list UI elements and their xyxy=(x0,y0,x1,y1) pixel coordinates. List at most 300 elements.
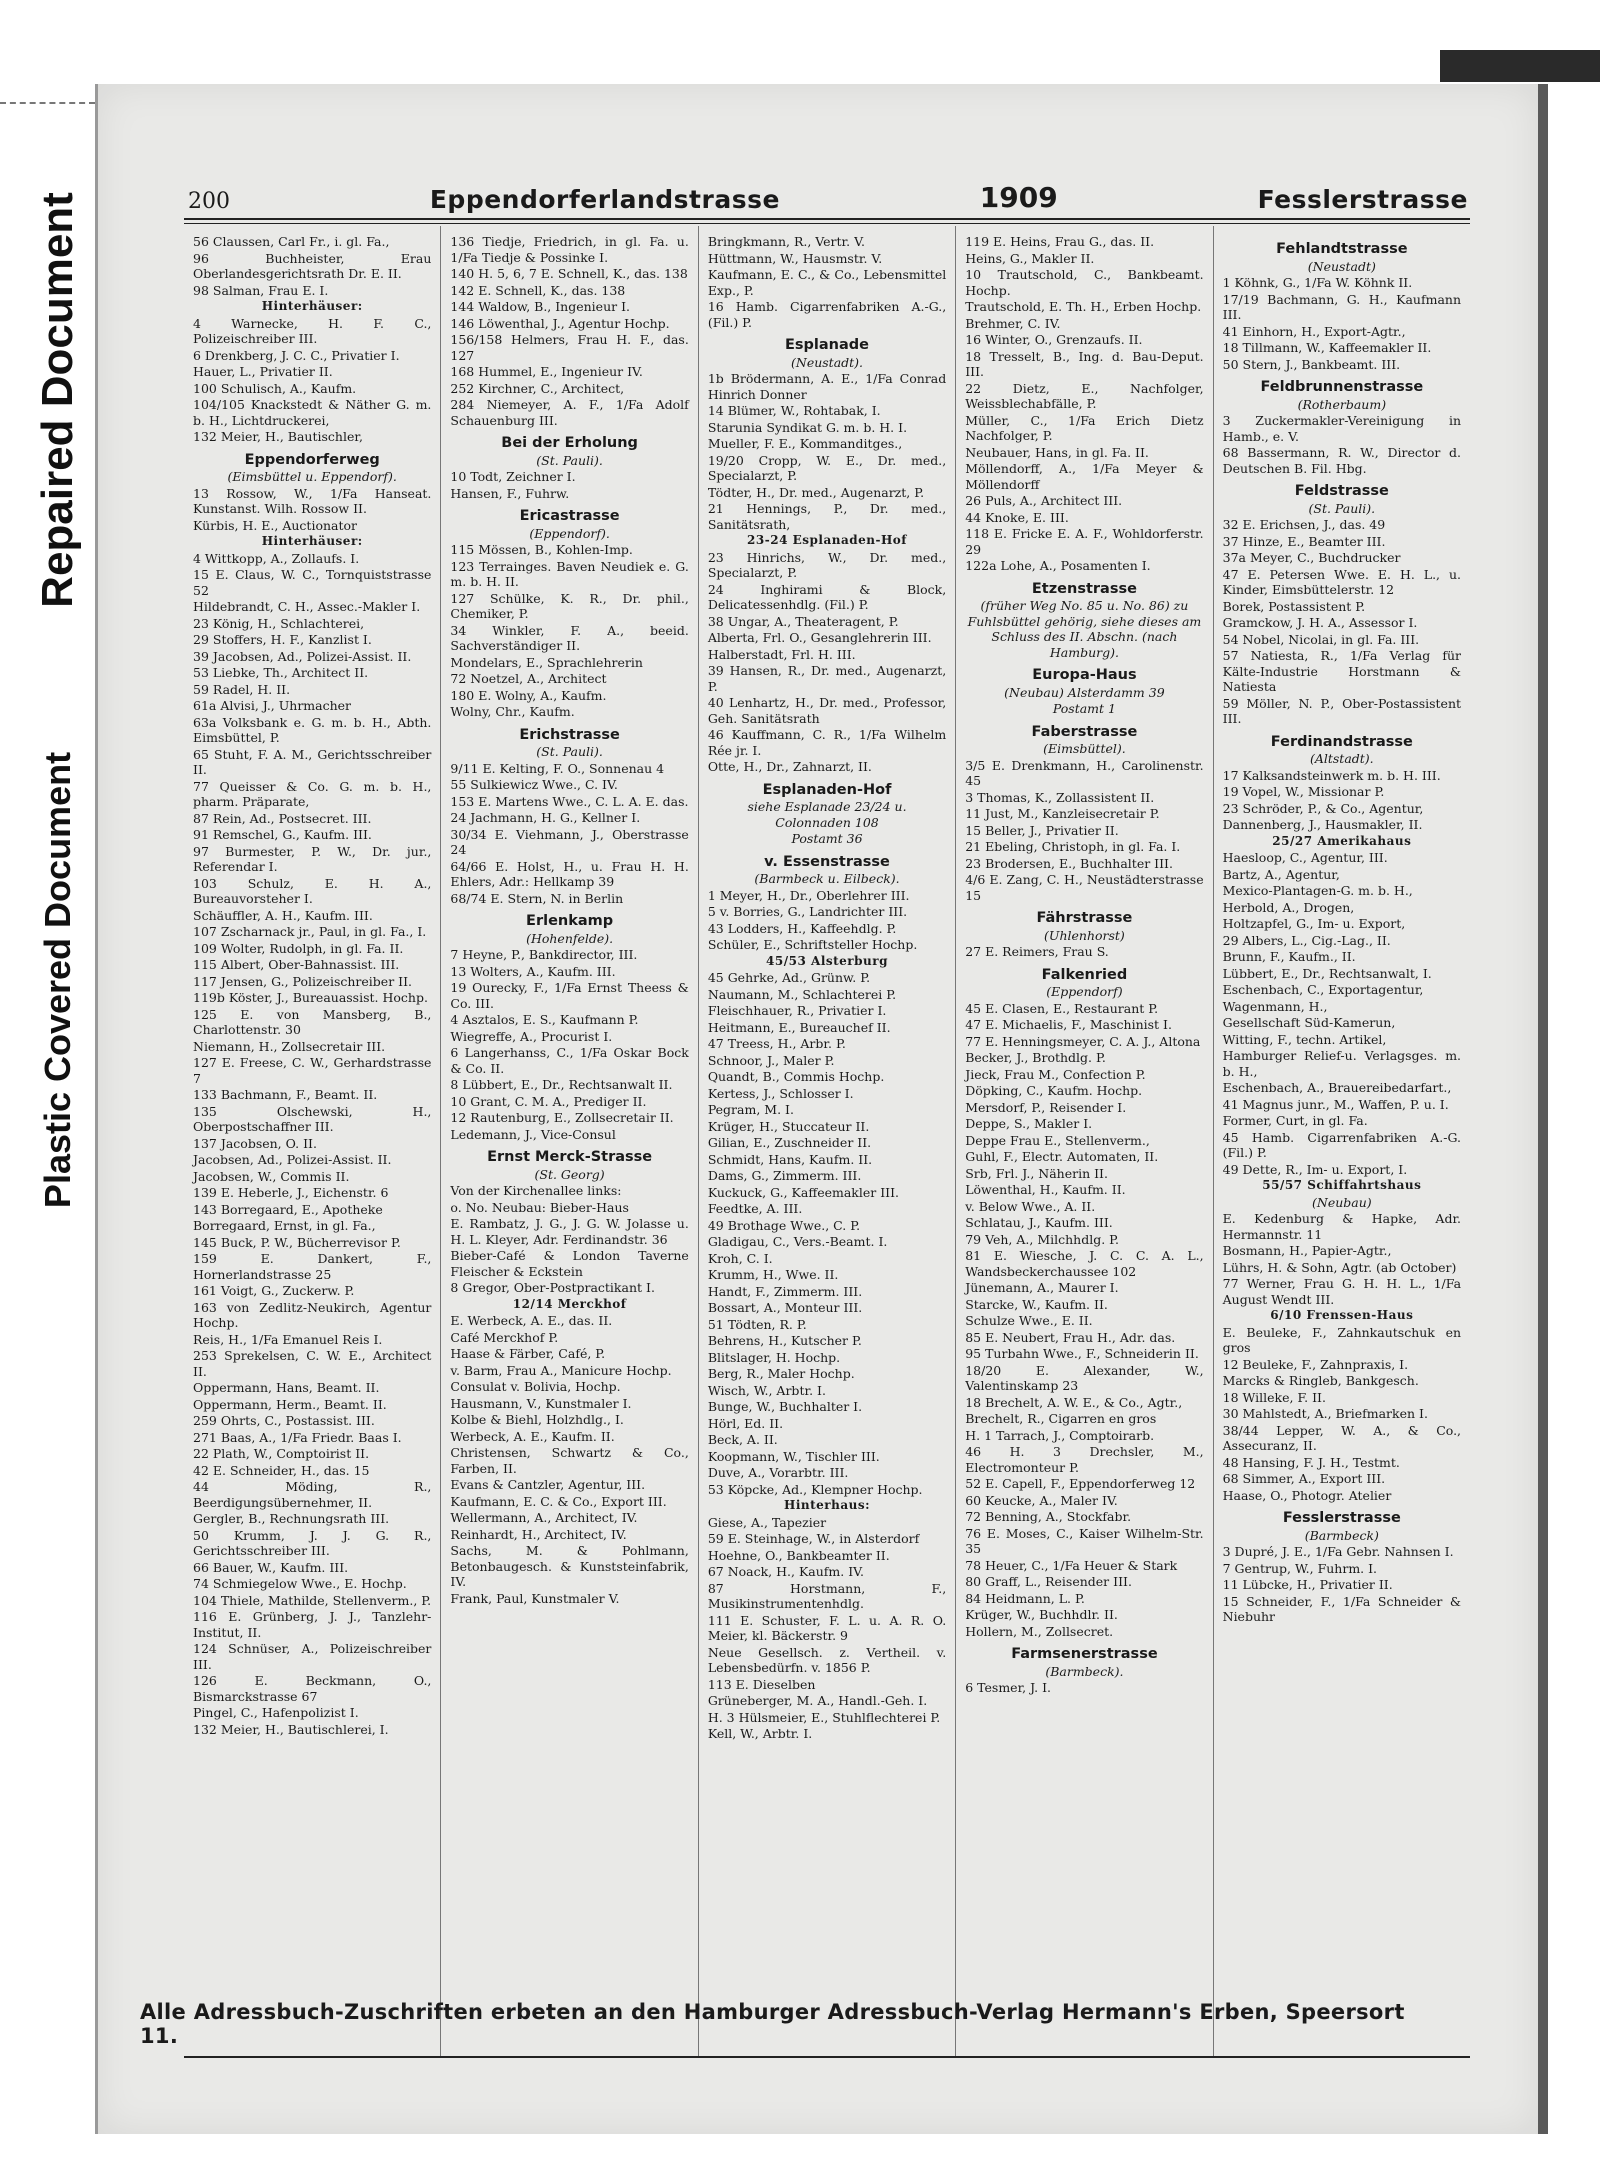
directory-entry: Jacobsen, Ad., Polizei-Assist. II. xyxy=(193,1152,392,1167)
directory-entry: 136 Tiedje, Friedrich, in gl. Fa. u. 1/Fa Tiedje & Possinke I. xyxy=(450,234,689,265)
directory-entry: 27 E. Reimers, Frau S. xyxy=(965,944,1109,959)
directory-entry: 19/20 Cropp, W. E., Dr. med., Specialarzt, P. xyxy=(707,452,947,483)
directory-entry: Beck, A. II. xyxy=(707,1432,778,1447)
directory-entry: Starcke, W., Kaufm. II. xyxy=(965,1296,1108,1312)
section-heading: 55/57 Schiffahrtshaus xyxy=(1262,1178,1422,1192)
directory-entry: 137 Jacobsen, O. II. xyxy=(193,1135,317,1151)
directory-entry: 117 Jensen, G., Polizeischreiber II. xyxy=(193,973,413,989)
directory-entry: 3/5 E. Drenkmann, H., Carolinenstr. 45 xyxy=(965,757,1204,788)
directory-entry: Neubauer, Hans, in gl. Fa. II. xyxy=(965,444,1149,460)
directory-entry: 30 Mahlstedt, A., Briefmarken I. xyxy=(1222,1406,1428,1421)
directory-entry: 30/34 E. Viehmann, J., Oberstrasse 24 xyxy=(450,826,689,857)
page-edge-shadow xyxy=(1440,50,1600,82)
directory-entry: 145 Buck, P. W., Bücherrevisor P. xyxy=(193,1234,401,1250)
directory-entry: Hauer, L., Privatier II. xyxy=(193,364,333,379)
directory-entry: Mersdorf, P., Reisender I. xyxy=(965,1099,1127,1115)
directory-entry: Mondelars, E., Sprachlehrerin xyxy=(450,654,643,670)
street-district: (Rotherbaum) xyxy=(1297,396,1387,412)
street-district: (St. Pauli). xyxy=(536,744,603,759)
directory-entry: Bringkmann, R., Vertr. V. xyxy=(707,234,865,249)
directory-entry: 67 Noack, H., Kaufm. IV. xyxy=(707,1564,864,1579)
street-heading: Esplanade xyxy=(785,337,870,353)
directory-entry: 43 Lodders, H., Kaffeehdlg. P. xyxy=(707,920,897,936)
directory-entry: Niemann, H., Zollsecretair III. xyxy=(193,1038,386,1054)
directory-entry: Heins, G., Makler II. xyxy=(965,250,1095,266)
directory-entry: 127 E. Freese, C. W., Gerhardstrasse 7 xyxy=(193,1055,432,1086)
directory-entry: 125 E. von Mansberg, B., Charlottenstr. 30 xyxy=(193,1006,432,1037)
street-heading: Faberstrasse xyxy=(1031,723,1138,740)
directory-entry: Witting, F., techn. Artikel, xyxy=(1222,1031,1387,1047)
directory-entry: Hoehne, O., Bankbeamter II. xyxy=(707,1547,890,1563)
directory-entry: 19 Ourecky, F., 1/Fa Ernst Theess & Co. III. xyxy=(450,980,689,1011)
street-district: Postamt 1 xyxy=(1052,701,1116,716)
directory-entry: 24 Inghirami & Block, Delicatessenhdlg. (Fil.) P. xyxy=(707,581,947,612)
directory-entry: Eschenbach, A., Brauereibedarfart., xyxy=(1222,1080,1452,1095)
directory-entry: 98 Salman, Frau E. I. xyxy=(193,282,329,298)
directory-entry: Oppermann, Hans, Beamt. II. xyxy=(193,1380,380,1395)
directory-entry: 29 Stoffers, H. F., Kanzlist I. xyxy=(193,632,372,647)
directory-entry: 180 E. Wolny, A., Kaufm. xyxy=(450,687,607,703)
directory-entry: Ledemann, J., Vice-Consul xyxy=(450,1126,616,1142)
directory-entry: 72 Noetzel, A., Architect xyxy=(450,671,607,686)
directory-entry: Pegram, M. I. xyxy=(707,1102,794,1117)
directory-entry: o. No. Neubau: Bieber-Haus xyxy=(450,1199,629,1215)
plastic-covered-text: Plastic Covered Document xyxy=(37,751,79,1209)
directory-entry: 47 E. Petersen Wwe. E. H. L., u. Kinder, Eimsbüttelerstr. 12 xyxy=(1222,566,1462,597)
directory-entry: 159 E. Dankert, F., Hornerlandstrasse 25 xyxy=(193,1251,432,1282)
directory-entry: 46 H. 3 Drechsler, M., Electromonteur P. xyxy=(965,1444,1204,1475)
street-district: (Neustadt) xyxy=(1307,258,1376,274)
directory-entry: Lührs, H. & Sohn, Agtr. (ab October) xyxy=(1222,1259,1457,1275)
directory-entry: 32 E. Erichsen, J., das. 49 xyxy=(1222,517,1386,532)
directory-entry: 77 Werner, Frau G. H. H. L., 1/Fa August Wendt III. xyxy=(1222,1276,1462,1307)
directory-entry: Haase, O., Photogr. Atelier xyxy=(1222,1487,1392,1503)
street-district: (Altstadt). xyxy=(1309,751,1374,766)
street-heading: v. Essenstrasse xyxy=(764,853,890,870)
directory-entry: Evans & Cantzler, Agentur, III. xyxy=(450,1477,646,1492)
directory-entry: Consulat v. Bolivia, Hochp. xyxy=(450,1379,621,1394)
directory-entry: Halberstadt, Frl. H. III. xyxy=(707,646,856,662)
directory-entry: 4 Wittkopp, A., Zollaufs. I. xyxy=(193,550,360,566)
directory-entry: 1b Brödermann, A. E., 1/Fa Conrad Hinrich Donner xyxy=(707,371,947,402)
directory-entry: 4 Asztalos, E. S., Kaufmann P. xyxy=(450,1012,639,1027)
directory-entry: 163 von Zedlitz-Neukirch, Agentur Hochp. xyxy=(193,1299,432,1330)
directory-entry: Hüttmann, W., Hausmstr. V. xyxy=(707,250,883,266)
directory-entry: 65 Stuht, F. A. M., Gerichtsschreiber II. xyxy=(193,746,432,777)
directory-entry: 3 Thomas, K., Zollassistent II. xyxy=(965,789,1155,805)
directory-entry: 21 Ebeling, Christoph, in gl. Fa. I. xyxy=(965,839,1181,854)
directory-entry: 22 Plath, W., Comptoirist II. xyxy=(193,1446,370,1461)
directory-entry: 48 Hansing, F. J. H., Testmt. xyxy=(1222,1454,1400,1470)
footer-notice: Alle Adressbuch-Zuschriften erbeten an den Hamburger Adressbuch-Verlag Hermann's Erben, Speersort 11. xyxy=(140,2000,1405,2048)
directory-entry: 52 E. Capell, F., Eppendorferweg 12 xyxy=(965,1476,1196,1491)
directory-entry: 49 Dette, R., Im- u. Export, I. xyxy=(1222,1161,1408,1177)
directory-entry: Koopmann, W., Tischler III. xyxy=(707,1448,880,1464)
directory-entry: 132 Meier, H., Bautischler, xyxy=(193,429,363,444)
directory-entry: 87 Horstmann, F., Musikinstrumentenhdlg. xyxy=(707,1580,947,1611)
directory-entry: 17 Kalksandsteinwerk m. b. H. III. xyxy=(1222,767,1441,783)
directory-entry: Kell, W., Arbtr. I. xyxy=(707,1726,813,1741)
directory-entry: 81 E. Wiesche, J. C. C. A. L., Wandsbeckerchaussee 102 xyxy=(965,1248,1204,1279)
directory-entry: Löwenthal, H., Kaufm. II. xyxy=(965,1182,1126,1197)
directory-entry: 34 Winkler, F. A., beeid. Sachverständiger II. xyxy=(450,622,689,653)
directory-entry: 72 Benning, A., Stockfabr. xyxy=(965,1509,1132,1524)
street-district: (Neustadt). xyxy=(791,354,864,370)
directory-entry: 18 Tresselt, B., Ing. d. Bau-Deput. III. xyxy=(965,348,1204,379)
directory-entry: 153 E. Martens Wwe., C. L. A. E. das. xyxy=(450,793,689,809)
directory-entry: 97 Burmester, P. W., Dr. jur., Referendar I. xyxy=(193,843,432,874)
right-street-title: Fesslerstrasse xyxy=(1257,185,1468,214)
directory-entry: 54 Nobel, Nicolai, in gl. Fa. III. xyxy=(1222,631,1420,647)
directory-entry: 140 H. 5, 6, 7 E. Schnell, K., das. 138 xyxy=(450,266,688,281)
street-district: (Neubau) Alsterdamm 39 xyxy=(1004,684,1165,700)
directory-entry: 6 Langerhanss, C., 1/Fa Oskar Bock & Co. II. xyxy=(450,1045,689,1076)
directory-entry: 132 Meier, H., Bautischlerei, I. xyxy=(193,1721,389,1737)
directory-entry: 103 Schulz, E. H. A., Bureauvorsteher I. xyxy=(193,875,432,906)
directory-entry: 59 E. Steinhage, W., in Alsterdorf xyxy=(707,1531,920,1546)
directory-entry: 68/74 E. Stern, N. in Berlin xyxy=(450,890,624,906)
directory-entry: Reis, H., 1/Fa Emanuel Reis I. xyxy=(193,1331,383,1347)
directory-entry: Giese, A., Tapezier xyxy=(707,1514,827,1530)
directory-entry: Bieber-Café & London Taverne Fleischer & Eckstein xyxy=(450,1248,689,1279)
directory-entry: Möllendorff, A., 1/Fa Meyer & Möllendorff xyxy=(965,461,1204,492)
street-district: (Uhlenhorst) xyxy=(1044,927,1125,943)
street-district: (Eimsbüttel u. Eppendorf). xyxy=(227,469,397,484)
directory-entry: 91 Remschel, G., Kaufm. III. xyxy=(193,827,372,842)
directory-entry: 8 Gregor, Ober-Postpractikant I. xyxy=(450,1280,655,1295)
directory-entry: 3 Zuckermakler-Vereinigung in Hamb., e. V. xyxy=(1222,413,1462,444)
section-heading: Hinterhäuser: xyxy=(261,534,363,548)
directory-entry: Jieck, Frau M., Confection P. xyxy=(965,1066,1146,1082)
directory-entry: 12 Beuleke, F., Zahnpraxis, I. xyxy=(1222,1356,1409,1372)
directory-entry: Jacobsen, W., Commis II. xyxy=(193,1168,350,1184)
directory-entry: Naumann, M., Schlachterei P. xyxy=(707,986,897,1002)
directory-entry: 18 Willeke, F. II. xyxy=(1222,1389,1326,1405)
directory-entry: E. Kedenburg & Hapke, Adr. Hermannstr. 11 xyxy=(1222,1211,1462,1242)
directory-entry: 113 E. Dieselben xyxy=(707,1676,816,1692)
directory-entry: Gilian, E., Zuschneider II. xyxy=(707,1135,872,1150)
directory-entry: 53 Liebke, Th., Architect II. xyxy=(193,665,369,680)
directory-entry: Lübbert, E., Dr., Rechtsanwalt, I. xyxy=(1222,965,1432,981)
directory-entry: 26 Puls, A., Architect III. xyxy=(965,493,1123,508)
directory-entry: 47 Treess, H., Arbr. P. xyxy=(707,1036,846,1051)
directory-entry: 15 E. Claus, W. C., Tornquiststrasse 52 xyxy=(193,567,432,598)
year: 1909 xyxy=(979,181,1058,214)
directory-entry: 14 Blümer, W., Rohtabak, I. xyxy=(707,403,881,418)
directory-entry: 84 Heidmann, L. P. xyxy=(965,1590,1085,1606)
directory-entry: 57 Natiesta, R., 1/Fa Verlag für Kälte-Industrie Horstmann & Natiesta xyxy=(1222,648,1462,694)
directory-entry: Hansen, F., Fuhrw. xyxy=(450,485,570,501)
street-heading: Fährstrasse xyxy=(1036,910,1133,926)
street-heading: Fehlandtstrasse xyxy=(1276,241,1408,257)
column-2 xyxy=(441,226,698,2056)
directory-entry: 7 Heyne, P., Bankdirector, III. xyxy=(450,947,638,962)
directory-entry: 104 Thiele, Mathilde, Stellenverm., P. xyxy=(193,1592,432,1608)
street-heading: Bei der Erholung xyxy=(501,435,638,451)
directory-entry: 5 v. Borries, G., Landrichter III. xyxy=(707,904,908,919)
column-5 xyxy=(1214,226,1470,2056)
directory-entry: Wagenmann, H., xyxy=(1222,998,1328,1014)
street-district: (St. Pauli). xyxy=(536,452,603,468)
directory-entry: 37 Hinze, E., Beamter III. xyxy=(1222,533,1386,549)
directory-entry: Hausmann, V., Kunstmaler I. xyxy=(450,1395,632,1411)
directory-entry: 17/19 Bachmann, G. H., Kaufmann III. xyxy=(1222,291,1462,322)
directory-entry: 39 Hansen, R., Dr. med., Augenarzt, P. xyxy=(707,663,947,694)
directory-entry: 122a Lohe, A., Posamenten I. xyxy=(965,558,1151,573)
street-district: siehe Esplanade 23/24 u. Colonnaden 108 xyxy=(747,799,907,830)
directory-entry: 161 Voigt, G., Zuckerw. P. xyxy=(193,1283,355,1298)
directory-entry: 133 Bachmann, F., Beamt. II. xyxy=(193,1087,378,1102)
directory-entry: Kertess, J., Schlosser I. xyxy=(707,1085,854,1101)
directory-entry: Wiegreffe, A., Procurist I. xyxy=(450,1028,613,1044)
directory-entry: Schmidt, Hans, Kaufm. II. xyxy=(707,1151,873,1167)
directory-entry: Oppermann, Herm., Beamt. II. xyxy=(193,1396,387,1412)
directory-entry: Trautschold, E. Th. H., Erben Hochp. xyxy=(965,299,1202,314)
directory-entry: Tödter, H., Dr. med., Augenarzt, P. xyxy=(707,484,925,500)
directory-entry: Blitslager, H. Hochp. xyxy=(707,1349,841,1365)
directory-entry: Gesellschaft Süd-Kamerun, xyxy=(1222,1015,1396,1030)
directory-entry: 77 E. Henningsmeyer, C. A. J., Altona xyxy=(965,1033,1201,1049)
footer-rule xyxy=(184,2056,1470,2058)
directory-entry: 127 Schülke, K. R., Dr. phil., Chemiker, P. xyxy=(450,590,689,621)
directory-entry: 271 Baas, A., 1/Fa Friedr. Baas I. xyxy=(193,1429,402,1445)
directory-entry: Schäuffler, A. H., Kaufm. III. xyxy=(193,907,373,923)
directory-entry: Werbeck, A. E., Kaufm. II. xyxy=(450,1428,615,1444)
directory-entry: 142 E. Schnell, K., das. 138 xyxy=(450,282,626,298)
directory-entry: 111 E. Schuster, F. L. u. A. R. O. Meier, kl. Bäckerstr. 9 xyxy=(707,1612,947,1643)
directory-entry: 23 Schröder, P., & Co., Agentur, xyxy=(1222,800,1424,816)
directory-entry: Behrens, H., Kutscher P. xyxy=(707,1333,862,1348)
directory-entry: 37a Meyer, C., Buchdrucker xyxy=(1222,550,1401,565)
street-heading: Feldbrunnenstrasse xyxy=(1260,379,1424,395)
directory-entry: 109 Wolter, Rudolph, in gl. Fa. II. xyxy=(193,940,404,956)
directory-entry: Starunia Syndikat G. m. b. H. I. xyxy=(707,419,908,435)
directory-entry: Bunge, W., Buchhalter I. xyxy=(707,1399,863,1414)
directory-entry: 8 Lübbert, E., Dr., Rechtsanwalt II. xyxy=(450,1077,673,1092)
street-heading: Fesslerstrasse xyxy=(1282,1510,1401,1526)
directory-entry: 116 E. Grünberg, J. J., Tanzlehr-Institut, II. xyxy=(193,1609,432,1640)
street-heading: Europa-Haus xyxy=(1032,667,1137,683)
header-rule-thin xyxy=(184,223,1470,224)
column-4 xyxy=(956,226,1213,2056)
directory-entry: Deppe Frau E., Stellenverm., xyxy=(965,1132,1150,1148)
directory-entry: Müller, C., 1/Fa Erich Dietz Nachfolger, P. xyxy=(965,412,1204,443)
street-heading: Esplanaden-Hof xyxy=(762,781,892,798)
street-district: (früher Weg No. 85 u. No. 86) zu Fuhlsbüttel gehörig, siehe dieses am Schluss des II. Abschn. (nach Hamburg). xyxy=(967,598,1202,660)
directory-entry: 100 Schulisch, A., Kaufm. xyxy=(193,380,357,396)
street-district: (Hohenfelde). xyxy=(526,930,614,946)
directory-entry: Haase & Färber, Café, P. xyxy=(450,1346,606,1361)
directory-entry: 1 Köhnk, G., 1/Fa W. Köhnk II. xyxy=(1222,275,1413,290)
directory-entry: 4 Warnecke, H. F. C., Polizeischreiber III. xyxy=(193,315,432,346)
directory-entry: 76 E. Moses, C., Kaiser Wilhelm-Str. 35 xyxy=(965,1525,1204,1556)
section-heading: Hinterhäuser: xyxy=(261,299,363,313)
directory-entry: 119 E. Heins, Frau G., das. II. xyxy=(965,234,1155,249)
directory-entry: Schüler, E., Schriftsteller Hochp. xyxy=(707,937,918,952)
page-header xyxy=(188,174,1468,214)
column-3 xyxy=(699,226,956,2056)
street-heading: Falkenried xyxy=(1041,966,1128,983)
page-number: 200 xyxy=(188,189,230,214)
directory-entry: E. Beuleke, F., Zahnkautschuk en gros xyxy=(1222,1324,1462,1355)
directory-entry: Kaufmann, E. C. & Co., Export III. xyxy=(450,1493,667,1509)
directory-entry: Alberta, Frl. O., Gesanglehrerin III. xyxy=(707,630,932,645)
directory-entry: 259 Ohrts, C., Postassist. III. xyxy=(193,1413,375,1428)
directory-entry: H. 1 Tarrach, J., Comptoirarb. xyxy=(965,1427,1155,1443)
directory-entry: Kolbe & Biehl, Holzhdlg., I. xyxy=(450,1412,624,1427)
directory-entry: Handt, F., Zimmerm. III. xyxy=(707,1283,863,1299)
directory-entry: Gramckow, J. H. A., Assessor I. xyxy=(1222,615,1418,630)
directory-entry: Wolny, Chr., Kaufm. xyxy=(450,704,575,719)
directory-entry: 144 Waldow, B., Ingenieur I. xyxy=(450,299,630,314)
directory-entry: Borregaard, Ernst, in gl. Fa., xyxy=(193,1218,376,1233)
directory-entry: Borek, Postassistent P. xyxy=(1222,598,1366,614)
directory-entry: Brehmer, C. IV. xyxy=(965,315,1061,331)
directory-entry: Brechelt, R., Cigarren en gros xyxy=(965,1411,1157,1426)
directory-entry: 252 Kirchner, C., Architect, xyxy=(450,380,625,396)
street-district: (St. Pauli). xyxy=(1308,500,1376,516)
directory-entry: 168 Hummel, E., Ingenieur IV. xyxy=(450,364,643,379)
street-heading: Ericastrasse xyxy=(519,508,620,524)
directory-entry: E. Rambatz, J. G., J. G. W. Jolasse u. H. L. Kleyer, Adr. Ferdinandstr. 36 xyxy=(450,1216,689,1247)
directory-entry: 119b Köster, J., Bureauassist. Hochp. xyxy=(193,990,428,1005)
directory-entry: Schlatau, J., Kaufm. III. xyxy=(965,1215,1113,1230)
directory-entry: 115 Mössen, B., Kohlen-Imp. xyxy=(450,542,633,557)
plastic-covered-label xyxy=(8,700,108,1260)
directory-entry: Frank, Paul, Kunstmaler V. xyxy=(450,1590,620,1606)
directory-entry: 42 E. Schneider, H., das. 15 xyxy=(193,1462,370,1478)
directory-entry: 55 Sulkiewicz Wwe., C. IV. xyxy=(450,777,618,792)
directory-entry: Holtzapfel, G., Im- u. Export, xyxy=(1222,916,1406,931)
directory-entry: H. 3 Hülsmeier, E., Stuhlflechterei P. xyxy=(707,1709,941,1725)
directory-entry: 21 Hennings, P., Dr. med., Sanitätsrath, xyxy=(707,501,947,532)
directory-entry: 38 Ungar, A., Theateragent, P. xyxy=(707,613,899,629)
street-heading: Ferdinandstrasse xyxy=(1270,733,1413,750)
directory-entry: 15 Schneider, F., 1/Fa Schneider & Niebuhr xyxy=(1222,1593,1462,1624)
directory-entry: Hörl, Ed. II. xyxy=(707,1415,784,1431)
directory-entry: Kuckuck, G., Kaffeemakler III. xyxy=(707,1184,900,1200)
directory-entry: 19 Vopel, W., Missionar P. xyxy=(1222,784,1385,799)
directory-entry: 41 Einhorn, H., Export-Agtr., xyxy=(1222,323,1406,339)
directory-entry: 96 Buchheister, Erau Oberlandesgerichtsrath Dr. E. II. xyxy=(193,250,432,281)
directory-entry: Krüger, H., Stuccateur II. xyxy=(707,1118,870,1134)
directory-entry: 4/6 E. Zang, C. H., Neustädterstrasse 15 xyxy=(965,872,1204,903)
directory-entry: 68 Bassermann, R. W., Director d. Deutschen B. Fil. Hbg. xyxy=(1222,445,1462,476)
directory-entry: Hildebrandt, C. H., Assec.-Makler I. xyxy=(193,599,421,614)
directory-entry: 78 Heuer, C., 1/Fa Heuer & Stark xyxy=(965,1557,1178,1573)
directory-entry: 44 Knoke, E. III. xyxy=(965,509,1069,525)
section-heading: 12/14 Merckhof xyxy=(512,1296,627,1311)
directory-entry: 1 Meyer, H., Dr., Oberlehrer III. xyxy=(707,887,910,903)
directory-entry: 23 Hinrichs, W., Dr. med., Specialarzt, P. xyxy=(707,549,947,580)
directory-entry: 79 Veh, A., Milchhdlg. P. xyxy=(965,1231,1120,1247)
directory-entry: 40 Lenhartz, H., Dr. med., Professor, Geh. Sanitätsrath xyxy=(707,695,947,726)
directory-entry: Srb, Frl. J., Näherin II. xyxy=(965,1165,1108,1181)
directory-entry: Café Merckhof P. xyxy=(450,1329,559,1345)
directory-entry: Haesloop, C., Agentur, III. xyxy=(1222,850,1388,865)
directory-entry: 104/105 Knackstedt & Näther G. m. b. H., Lichtdruckerei, xyxy=(193,397,432,428)
directory-entry: Quandt, B., Commis Hochp. xyxy=(707,1069,885,1084)
street-heading: Farmsenerstrasse xyxy=(1011,1646,1158,1662)
street-district: (St. Georg) xyxy=(534,1166,605,1182)
directory-entry: 77 Queisser & Co. G. m. b. H., pharm. Präparate, xyxy=(193,778,432,809)
directory-entry: 87 Rein, Ad., Postsecret. III. xyxy=(193,810,372,826)
section-heading: 25/27 Amerikahaus xyxy=(1272,833,1412,848)
column-1 xyxy=(184,226,441,2056)
directory-entry: Deppe, S., Makler I. xyxy=(965,1116,1093,1131)
directory-entry: 6 Tesmer, J. I. xyxy=(965,1680,1052,1695)
directory-entry: 50 Krumm, J. J. G. R., Gerichtsschreiber III. xyxy=(193,1527,432,1558)
directory-entry: Christensen, Schwartz & Co., Farben, II. xyxy=(450,1445,689,1476)
street-heading: Feldstrasse xyxy=(1294,483,1389,499)
directory-entry: Wisch, W., Arbtr. I. xyxy=(707,1382,826,1398)
directory-entry: 284 Niemeyer, A. F., 1/Fa Adolf Schauenburg III. xyxy=(450,397,689,428)
directory-entry: 146 Löwenthal, J., Agentur Hochp. xyxy=(450,315,670,331)
directory-entry: 115 Albert, Ober-Bahnassist. III. xyxy=(193,957,400,972)
directory-entry: 18/20 E. Alexander, W., Valentinskamp 23 xyxy=(965,1362,1204,1393)
directory-entry: Gladigau, C., Vers.-Beamt. I. xyxy=(707,1234,888,1249)
directory-entry: 9/11 E. Kelting, F. O., Sonnenau 4 xyxy=(450,760,665,776)
directory-entry: Brunn, F., Kaufm., II. xyxy=(1222,949,1356,964)
directory-entry: 10 Todt, Zeichner I. xyxy=(450,469,576,484)
directory-entry: 59 Radel, H. II. xyxy=(193,681,291,697)
directory-entry: Former, Curt, in gl. Fa. xyxy=(1222,1113,1368,1128)
directory-entry: 253 Sprekelsen, C. W. E., Architect II. xyxy=(193,1348,432,1379)
directory-entry: 13 Wolters, A., Kaufm. III. xyxy=(450,963,616,979)
directory-entry: 49 Brothage Wwe., C. P. xyxy=(707,1217,861,1233)
directory-entry: Schulze Wwe., E. II. xyxy=(965,1313,1093,1328)
street-district: Postamt 36 xyxy=(791,831,863,846)
street-district: (Eppendorf) xyxy=(1046,984,1123,999)
directory-entry: E. Werbeck, A. E., das. II. xyxy=(450,1313,613,1328)
directory-entry: 85 E. Neubert, Frau H., Adr. das. xyxy=(965,1329,1176,1345)
directory-entry: Feedtke, A. III. xyxy=(707,1201,803,1216)
directory-entry: 10 Trautschold, C., Bankbeamt. Hochp. xyxy=(965,267,1204,298)
directory-entry: 50 Stern, J., Bankbeamt. III. xyxy=(1222,356,1401,372)
directory-entry: Gergler, B., Rechnungsrath III. xyxy=(193,1511,390,1526)
directory-entry: Bossart, A., Monteur III. xyxy=(707,1300,863,1315)
street-heading: Etzenstrasse xyxy=(1031,580,1137,597)
directory-entry: 123 Terrainges. Baven Neudiek e. G. m. b. H. II. xyxy=(450,558,689,589)
directory-entry: 47 E. Michaelis, F., Maschinist I. xyxy=(965,1017,1172,1032)
directory-entry: 64/66 E. Holst, H., u. Frau H. H. Ehlers, Adr.: Hellkamp 39 xyxy=(450,858,689,889)
directory-entry: Kroh, C. I. xyxy=(707,1250,773,1266)
directory-entry: 23 König, H., Schlachterei, xyxy=(193,615,365,631)
directory-entry: Fleischhauer, R., Privatier I. xyxy=(707,1003,887,1018)
directory-entry: 59 Möller, N. P., Ober-Postassistent III. xyxy=(1222,695,1462,726)
section-heading: 45/53 Alsterburg xyxy=(766,953,888,968)
directory-entry: v. Below Wwe., A. II. xyxy=(965,1198,1096,1214)
header-rule xyxy=(184,218,1470,220)
directory-entry: Kürbis, H. E., Auctionator xyxy=(193,517,357,533)
directory-entry: 68 Simmer, A., Export III. xyxy=(1222,1471,1386,1486)
directory-entry: v. Barm, Frau A., Manicure Hochp. xyxy=(450,1362,672,1378)
directory-entry: 63a Volksbank e. G. m. b. H., Abth. Eimsbüttel, P. xyxy=(193,714,432,745)
repaired-document-text: Repaired Document xyxy=(33,192,83,608)
directory-entry: Döpking, C., Kaufm. Hochp. xyxy=(965,1083,1143,1098)
directory-entry: 13 Rossow, W., 1/Fa Hanseat. Kunstanst. Wilh. Rossow II. xyxy=(193,485,432,516)
directory-entry: Schnoor, J., Maler P. xyxy=(707,1052,835,1068)
directory-entry: Neue Gesellsch. z. Vertheil. v. Lebensbedürfn. v. 1856 P. xyxy=(707,1644,947,1675)
section-heading: 6/10 Frenssen-Haus xyxy=(1270,1308,1414,1322)
directory-entry: 61a Alvisi, J., Uhrmacher xyxy=(193,698,352,713)
directory-entry: 139 E. Heberle, J., Eichenstr. 6 xyxy=(193,1185,389,1200)
street-heading: Eppendorferweg xyxy=(244,451,380,468)
directory-entry: Hamburger Relief-u. Verlagsges. m. b. H., xyxy=(1222,1048,1462,1079)
directory-entry: Kaufmann, E. C., & Co., Lebensmittel Exp., P. xyxy=(707,267,947,298)
directory-entry: Heitmann, E., Bureauchef II. xyxy=(707,1019,891,1035)
directory-entry: 143 Borregaard, E., Apotheke xyxy=(193,1201,383,1217)
